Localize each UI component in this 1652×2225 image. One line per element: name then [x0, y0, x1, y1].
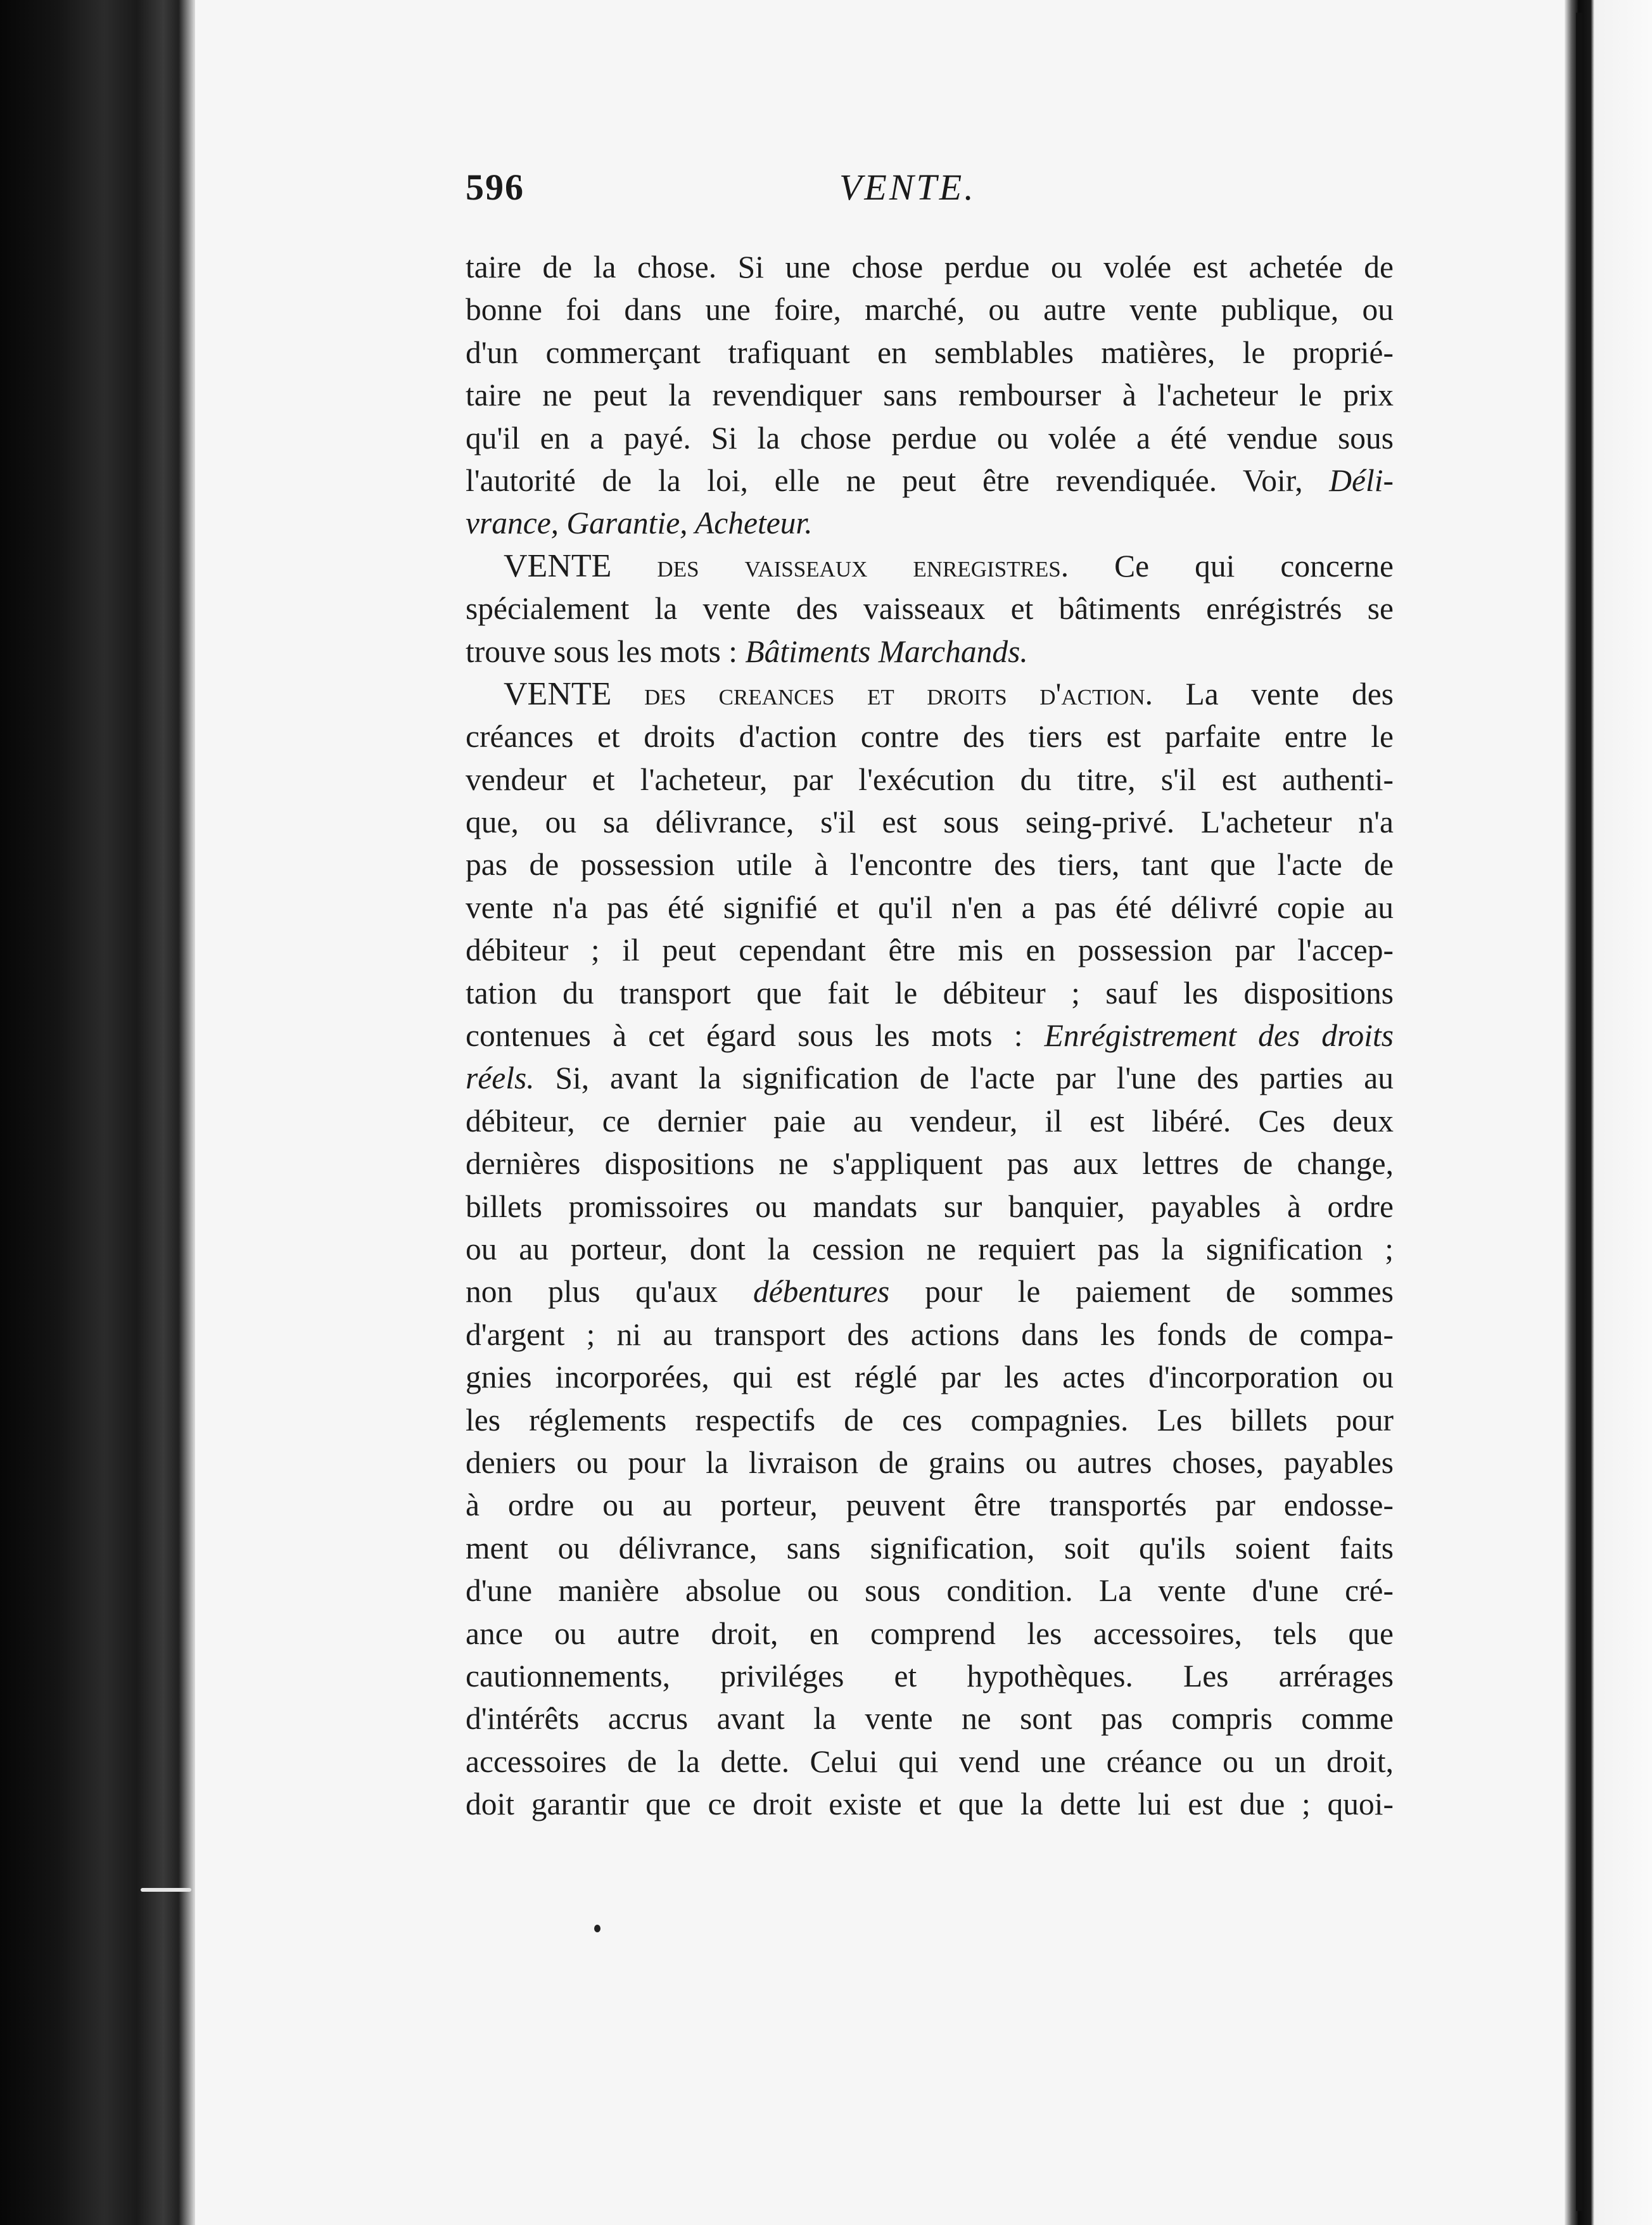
line-text: d'intérêts accrus avant la vente ne sont pas compris comme	[466, 1701, 1394, 1737]
line-text: spécialement la vente des vaisseaux et bâtiments enrégistrés se	[466, 591, 1394, 627]
line-text: débiteur, ce dernier paie au vendeur, il est libéré. Ces deux	[466, 1103, 1394, 1138]
line-text: cautionnements, priviléges et hypothèques. Les arrérages	[466, 1658, 1394, 1693]
text-line	[466, 1142, 1394, 1185]
line-text: ment ou délivrance, sans signification, soit qu'ils soient faits	[466, 1530, 1394, 1565]
page-number: 596	[466, 167, 524, 208]
text-line	[466, 1569, 1394, 1612]
italic-reference: Bâtiments Marchands.	[745, 634, 1028, 669]
text-line	[466, 843, 1394, 886]
text-line	[466, 1783, 1394, 1825]
line-text: trouve sous les mots :	[466, 634, 737, 669]
line-text: pas de possession utile à l'encontre des tiers, tant que l'acte de	[466, 847, 1394, 883]
text-line	[466, 1612, 1394, 1655]
scan-mark	[141, 1888, 191, 1892]
text-line	[466, 1441, 1394, 1484]
running-title: VENTE.	[839, 167, 976, 208]
text-line	[466, 374, 1394, 416]
entry-heading-small-caps: des vaisseaux enregistres.	[657, 548, 1069, 583]
page-header	[466, 166, 1394, 217]
text-line	[466, 673, 1394, 715]
line-text: contenues à cet égard sous les mots :	[466, 1018, 1023, 1054]
line-text-continued: pour le paiement de sommes	[925, 1274, 1394, 1310]
line-text: taire de la chose. Si une chose perdue ou volée est achetée de	[466, 250, 1394, 284]
text-line	[466, 331, 1394, 374]
text-line	[466, 1185, 1394, 1228]
text-line	[466, 1270, 1394, 1313]
text-line	[466, 288, 1394, 331]
text-line	[466, 758, 1394, 801]
text-line	[466, 246, 1394, 288]
italic-reference: réels.	[466, 1061, 535, 1096]
line-text: d'argent ; ni au transport des actions dans les fonds de compa-	[466, 1317, 1394, 1352]
text-line	[466, 459, 1394, 502]
line-text: d'une manière absolue ou sous condition. La vente d'une cré-	[466, 1573, 1394, 1609]
italic-reference: vrance, Garantie, Acheteur.	[466, 506, 813, 541]
entry-heading-word: VENTE	[504, 675, 612, 712]
line-text: à ordre ou au porteur, peuvent être transportés par endosse-	[466, 1488, 1394, 1523]
line-text: d'un commerçant trafiquant en semblables matières, le proprié-	[466, 335, 1394, 370]
text-line	[466, 886, 1394, 929]
line-text: Ce qui concerne	[1114, 548, 1394, 583]
italic-reference: Enrégistrement des droits	[1044, 1018, 1394, 1054]
text-line	[466, 1484, 1394, 1526]
line-text-continued: Si, avant la signification de l'acte par l'une des parties au	[555, 1061, 1394, 1096]
text-line	[466, 972, 1394, 1014]
text-line	[466, 417, 1394, 459]
text-line	[466, 1014, 1394, 1057]
line-text: que, ou sa délivrance, s'il est sous seing-privé. L'acheteur n'a	[466, 805, 1394, 840]
line-text: La vente des	[1185, 676, 1394, 711]
line-text: vendeur et l'acheteur, par l'exécution du titre, s'il est authenti-	[466, 762, 1394, 797]
text-line	[466, 1057, 1394, 1099]
text-line	[466, 1313, 1394, 1356]
line-text: qu'il en a payé. Si la chose perdue ou volée a été vendue sous	[466, 420, 1394, 456]
text-line	[466, 1100, 1394, 1142]
line-text: ance ou autre droit, en comprend les accessoires, tels que	[466, 1616, 1394, 1651]
body-text	[466, 246, 1394, 1825]
line-text: billets promissoires ou mandats sur banquier, payables à ordre	[466, 1189, 1394, 1224]
line-text: débiteur ; il peut cependant être mis en possession par l'accep-	[466, 933, 1394, 968]
line-text: tation du transport que fait le débiteur ; sauf les dispositions	[466, 975, 1394, 1010]
line-text: dernières dispositions ne s'appliquent pas aux lettres de change,	[466, 1146, 1394, 1182]
text-line	[466, 587, 1394, 630]
entry-heading-small-caps: des creances et droits d'action.	[644, 676, 1153, 711]
line-text: bonne foi dans une foire, marché, ou autre vente publique, ou	[466, 292, 1394, 328]
text-line	[466, 929, 1394, 971]
entry-heading-word: VENTE	[504, 547, 612, 584]
text-line	[466, 1399, 1394, 1441]
line-text: accessoires de la dette. Celui qui vend une créance ou un droit,	[466, 1744, 1394, 1779]
text-line	[466, 630, 1394, 673]
text-line	[466, 502, 1394, 544]
text-line	[466, 1356, 1394, 1398]
italic-reference: débentures	[753, 1274, 890, 1310]
line-text: gnies incorporées, qui est réglé par les actes d'incorporation ou	[466, 1360, 1394, 1395]
text-line	[466, 1228, 1394, 1270]
line-text: vente n'a pas été signifié et qu'il n'en a pas été délivré copie au	[466, 889, 1394, 925]
scan-speck	[594, 1925, 600, 1932]
text-line	[466, 1527, 1394, 1569]
line-text: créances et droits d'action contre des tiers est parfaite entre le	[466, 719, 1394, 755]
line-text: l'autorité de la loi, elle ne peut être revendiquée. Voir,	[466, 462, 1303, 498]
text-line	[466, 1740, 1394, 1783]
text-line	[466, 1697, 1394, 1740]
text-line	[466, 545, 1394, 587]
line-text: deniers ou pour la livraison de grains ou autres choses, payables	[466, 1444, 1394, 1480]
line-text: doit garantir que ce droit existe et que la dette lui est due ; quoi-	[466, 1787, 1394, 1822]
line-text: les réglements respectifs de ces compagnies. Les billets pour	[466, 1402, 1394, 1438]
italic-reference: Déli-	[1329, 462, 1394, 498]
line-text: ou au porteur, dont la cession ne requiert pas la signification ;	[466, 1231, 1394, 1266]
line-text: taire ne peut la revendiquer sans rembourser à l'acheteur le prix	[466, 378, 1394, 413]
text-line	[466, 801, 1394, 843]
text-line	[466, 715, 1394, 758]
line-text: non plus qu'aux	[466, 1274, 718, 1310]
text-line	[466, 1655, 1394, 1697]
facing-page-border	[1576, 13, 1582, 2211]
